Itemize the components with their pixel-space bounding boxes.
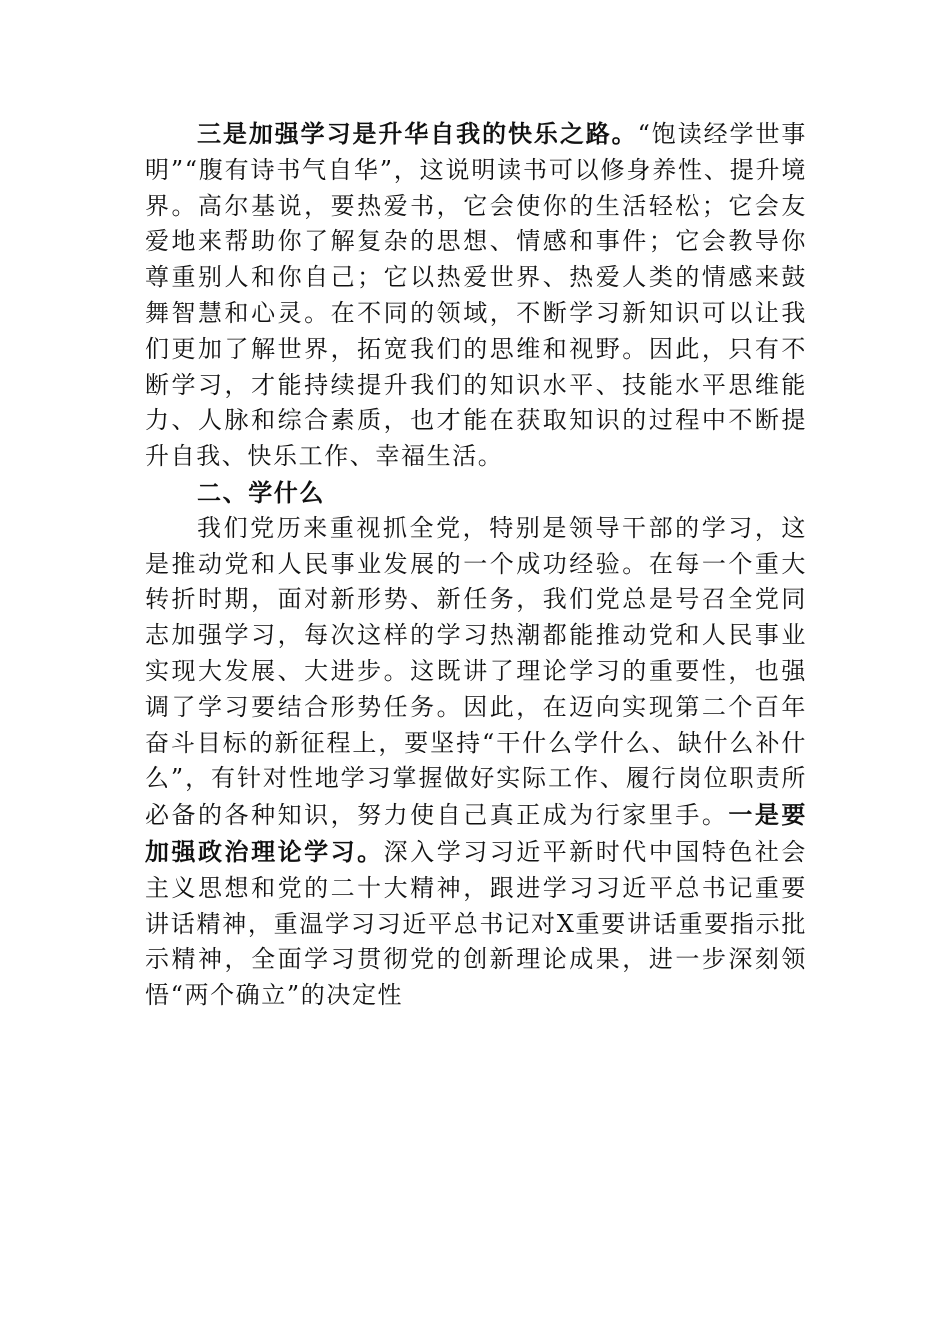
paragraph-bold-point: 一是要加强政治理论学习。 — [145, 800, 807, 866]
document-body — [145, 116, 807, 1014]
paragraph-what-to-learn — [145, 511, 807, 1014]
section-heading-what-to-learn: 二、学什么 — [197, 477, 325, 507]
paragraph-learning-joy — [145, 116, 807, 475]
paragraph-lead: 三是加强学习是升华自我的快乐之路。 — [197, 119, 638, 148]
paragraph-text: 我们党历来重视抓全党，特别是领导干部的学习，这是推动党和人民事业发展的一个成功经验。在每一个重大转折时期，面对新形势、新任务，我们党总是号召全党同志加强学习，每次这样的学习热潮都能推动党和人民事业实现大发展、大进步。这既讲了理论学习的重要性，也强调了学习要结合形势任务。因此，在迈向实现第二个百年奋斗目标的新征程上，要坚持“干什么学什么、缺什么补什么”，有针对性地学习掌握做好实际工作、履行岗位职责所必备的各种知识，努力使自己真正成为行家里手。 — [145, 513, 807, 830]
paragraph-tail-text: 深入学习习近平新时代中国特色社会主义思想和党的二十大精神，跟进学习习近平总书记重要讲话精神，重温学习习近平总书记对X重要讲话重要指示批示精神，全面学习贯彻党的创新理论成果，进一步深刻领悟“两个确立”的决定性 — [145, 837, 807, 1010]
paragraph-text: “饱读经学世事明”“腹有诗书气自华”，这说明读书可以修身养性、提升境界。高尔基说，要热爱书，它会使你的生活轻松；它会友爱地来帮助你了解复杂的思想、情感和事件；它会教导你尊重别人和你自己；它以热爱世界、热爱人类的情感来鼓舞智慧和心灵。在不同的领域，不断学习新知识可以让我们更加了解世界，拓宽我们的思维和视野。因此，只有不断学习，才能持续提升我们的知识水平、技能水平思维能力、人脉和综合素质，也才能在获取知识的过程中不断提升自我、快乐工作、幸福生活。 — [145, 120, 807, 471]
